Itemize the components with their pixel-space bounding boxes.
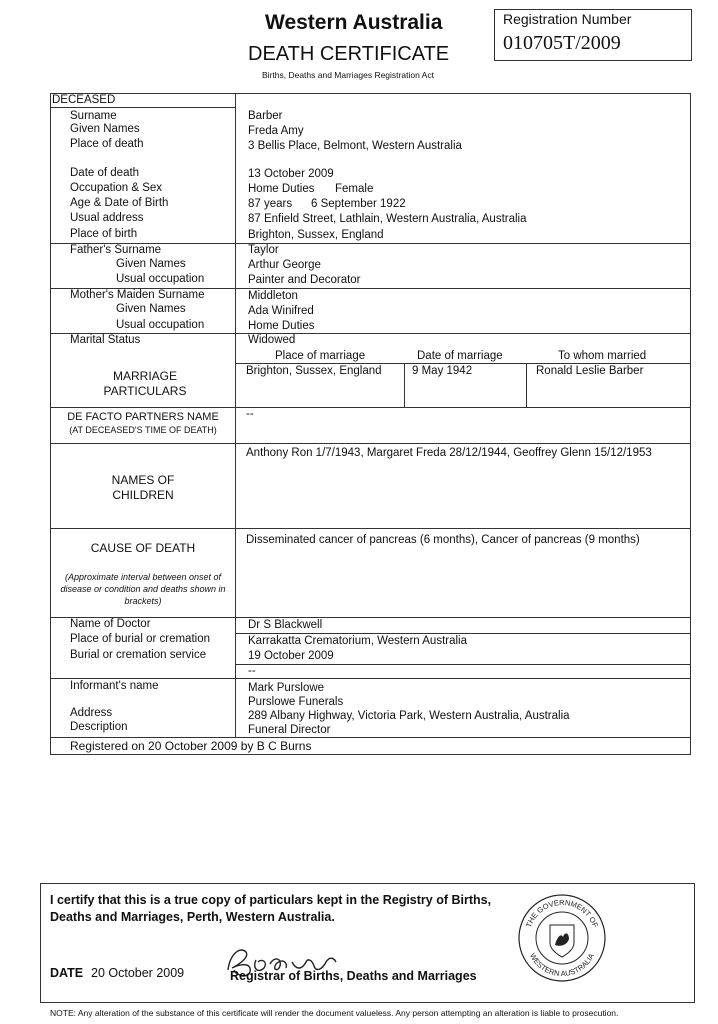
dob-value: 6 September 1922 [311,198,406,210]
children-label-1: NAMES OF [111,473,175,487]
burial-place-label: Place of burial or cremation [70,633,210,645]
date-label: DATE [50,966,84,980]
certification-text: I certify that this is a true copy of particulars kept in the Registry of Births, Deaths and Marriages, Perth, Western Australia. [50,893,492,924]
father-given-names-label: Given Names [116,258,186,270]
marriage-divider [526,363,527,407]
father-surname-value: Taylor [248,244,279,256]
given-names-label: Given Names [70,123,140,135]
informant-name-2-value: Purslowe Funerals [248,696,344,708]
date-of-marriage-header: Date of marriage [417,350,503,362]
place-of-death-value: 3 Bellis Place, Belmont, Western Australia [248,140,462,152]
date-of-death-label: Date of death [70,167,140,179]
father-occupation-value: Painter and Decorator [248,274,361,286]
burial-extra-value: -- [248,665,256,677]
father-surname-label: Father's Surname [70,244,162,256]
rule [50,407,690,408]
to-whom-married-header: To whom married [558,350,647,362]
usual-address-value: 87 Enfield Street, Lathlain, Western Australia, Australia [248,213,527,225]
burial-place-value: Karrakatta Crematorium, Western Australia [248,635,468,647]
surname-label: Surname [70,110,117,122]
informant-description-label: Description [70,721,128,733]
children-value: Anthony Ron 1/7/1943, Margaret Freda 28/12/1944, Geoffrey Glenn 15/12/1953 [246,447,652,459]
cause-value: Disseminated cancer of pancreas (6 months), Cancer of pancreas (9 months) [246,534,640,546]
seal-text-bottom: WESTERN AUSTRALIA [528,951,596,979]
document-title: DEATH CERTIFICATE [248,43,450,65]
rule [236,363,690,364]
rule [50,107,236,108]
deceased-section-label: DECEASED [52,94,116,106]
rule [50,737,690,738]
given-names-value: Freda Amy [248,125,304,137]
cause-label: CAUSE OF DEATH [90,541,196,555]
mother-occupation-value: Home Duties [248,320,315,332]
marital-status-value: Widowed [248,334,296,346]
cause-note-3: brackets) [124,596,162,606]
informant-address-label: Address [70,707,113,719]
date-of-death-value: 13 October 2009 [248,168,334,180]
date-value: 20 October 2009 [91,966,185,980]
rule [236,664,690,665]
father-occupation-label: Usual occupation [116,273,205,285]
informant-name-value: Mark Purslowe [248,682,325,694]
marriage-divider [404,363,405,407]
age-value: 87 years [248,198,293,210]
informant-name-label: Informant's name [70,680,159,692]
sex-value: Female [335,183,374,195]
government-seal-icon [517,893,607,983]
registered-line: Registered on 20 October 2009 by B C Burns [70,739,312,753]
marital-status-label: Marital Status [70,334,141,346]
burial-service-label: Burial or cremation service [70,649,207,661]
place-of-marriage-header: Place of marriage [275,350,366,362]
rule [236,633,690,634]
cause-note-1: (Approximate interval between onset of [64,572,222,582]
defacto-value: -- [246,408,254,420]
defacto-label-2: (AT DECEASED'S TIME OF DEATH) [69,425,217,435]
burial-service-value: 19 October 2009 [248,650,334,662]
state-title: Western Australia [265,11,443,34]
rule [50,333,690,334]
date-of-marriage-value: 9 May 1942 [412,365,473,377]
place-of-death-label: Place of death [70,138,144,150]
mother-occupation-label: Usual occupation [116,319,205,331]
age-dob-label: Age & Date of Birth [70,197,169,209]
cause-note-2: disease or condition and deaths shown in [60,584,226,594]
occupation-sex-label: Occupation & Sex [70,182,163,194]
registration-number: 010705T/2009 [503,32,621,54]
doctor-value: Dr S Blackwell [248,619,323,631]
occupation-value: Home Duties [248,183,315,195]
registration-label: Registration Number [503,11,632,27]
informant-address-value: 289 Albany Highway, Victoria Park, Western Australia, Australia [248,710,570,722]
surname-value: Barber [248,110,283,122]
svg-text:THE GOVERNMENT OF [524,898,600,929]
marriage-label-1: MARRIAGE [112,369,177,383]
doctor-label: Name of Doctor [70,618,151,630]
rule [50,528,690,529]
place-of-marriage-value: Brighton, Sussex, England [246,365,382,377]
footer-note: NOTE: Any alteration of the substance of this certificate will render the document valueless. Any person attempting an alteration is liable to prosecution. [50,1008,619,1018]
place-of-birth-label: Place of birth [70,228,138,240]
seal-text-top: THE GOVERNMENT OF [523,897,601,929]
mother-surname-label: Mother's Maiden Surname [70,289,205,301]
to-whom-married-value: Ronald Leslie Barber [536,365,644,377]
mother-given-names-value: Ada Winifred [248,305,314,317]
rule [50,443,690,444]
rule [50,678,690,679]
children-label-2: CHILDREN [112,488,174,502]
mother-given-names-label: Given Names [116,303,186,315]
informant-description-value: Funeral Director [248,724,331,736]
mother-surname-value: Middleton [248,290,298,302]
act-subtitle: Births, Deaths and Marriages Registration Act [262,70,434,80]
marriage-label-2: PARTICULARS [103,384,187,398]
father-given-names-value: Arthur George [248,259,321,271]
place-of-birth-value: Brighton, Sussex, England [248,229,384,241]
usual-address-label: Usual address [70,212,144,224]
defacto-label-1: DE FACTO PARTNERS NAME [67,411,219,423]
registrar-title: Registrar of Births, Deaths and Marriages [230,969,477,983]
